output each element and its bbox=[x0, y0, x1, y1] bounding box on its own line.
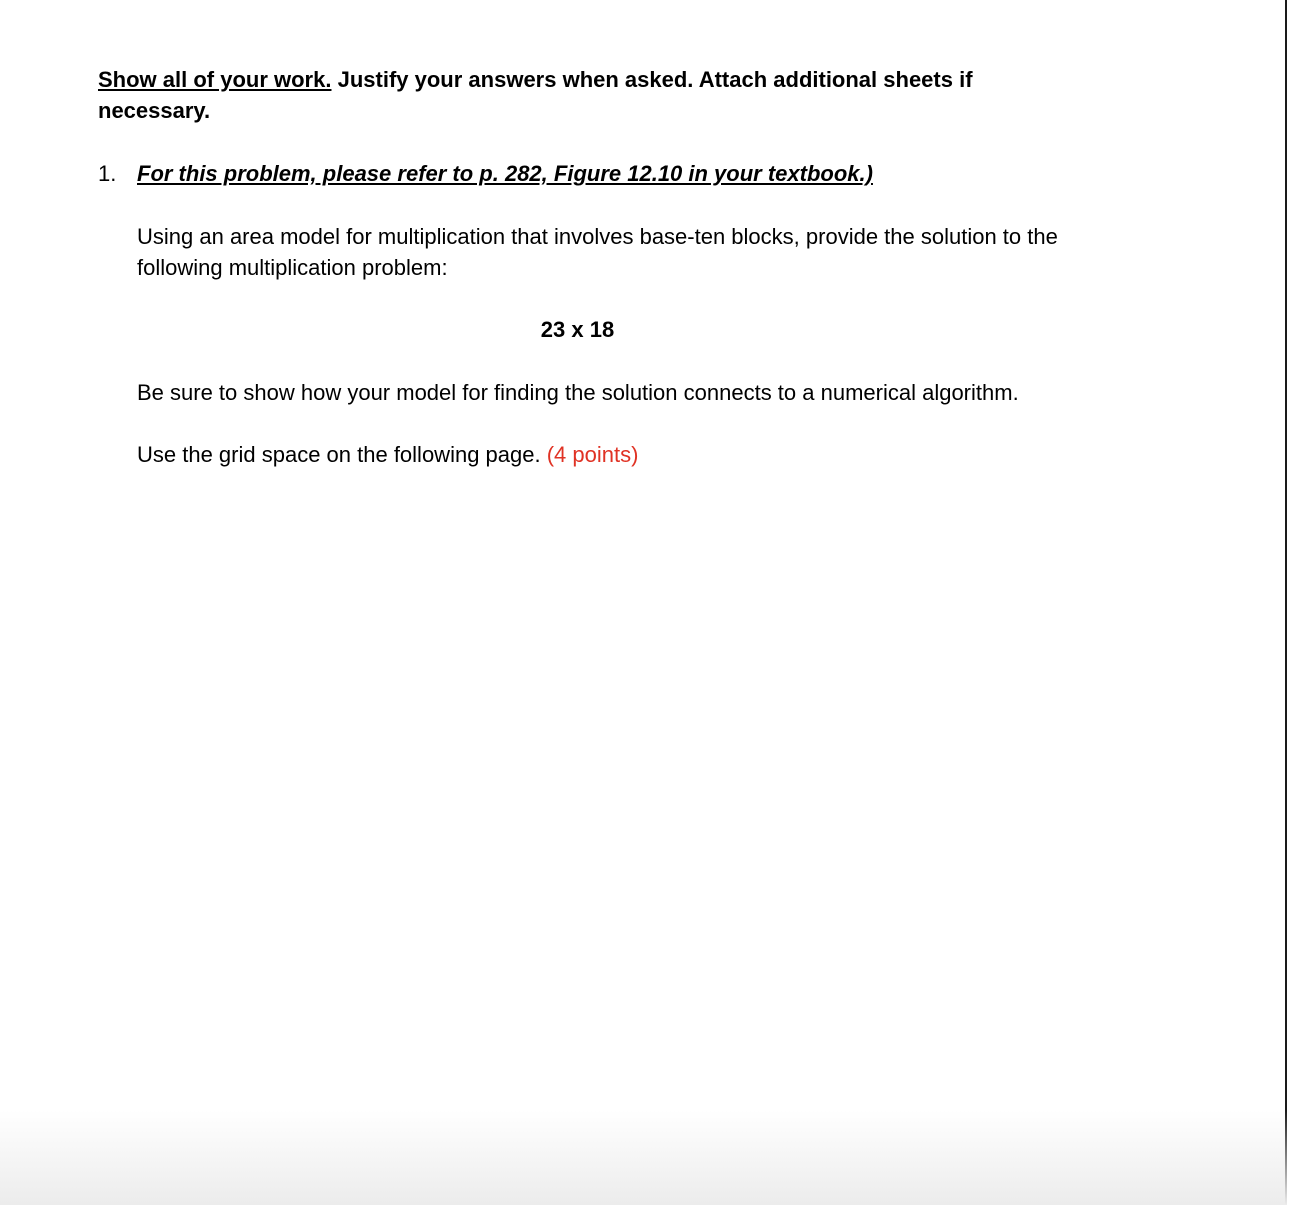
grid-note-text: Use the grid space on the following page. bbox=[137, 442, 541, 467]
question-number: 1. bbox=[98, 161, 117, 186]
instructions-show-work: Show all of your work. bbox=[98, 67, 332, 92]
instructions-text: Justify your answers when asked. Attach additional sheets if necessary. bbox=[98, 67, 973, 123]
multiplication-problem: 23 x 18 bbox=[540, 317, 615, 342]
question-heading: For this problem, please refer to p. 282, Figure 12.10 in your textbook.) bbox=[137, 161, 873, 186]
question-connect-note: Be sure to show how your model for finding the solution connects to a numerical algorithm. bbox=[137, 380, 1019, 405]
points-label: (4 points) bbox=[546, 442, 639, 467]
instructions bbox=[98, 64, 1048, 126]
page-bottom-shadow bbox=[0, 1110, 1287, 1205]
question-grid-note bbox=[137, 439, 1117, 470]
question-intro: Using an area model for multiplication that involves base-ten blocks, provide the solution to the following multiplication problem: bbox=[137, 224, 1058, 280]
